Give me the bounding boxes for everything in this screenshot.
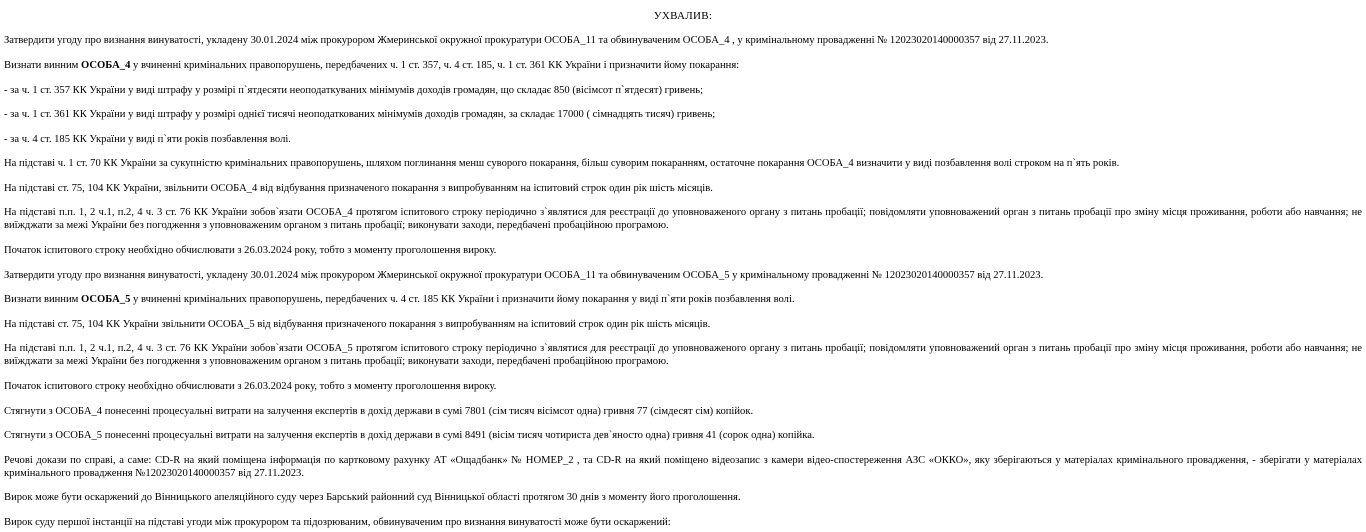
paragraph-sentence-item-361: - за ч. 1 ст. 361 КК України у виді штрафу у розмірі однієї тисячі неоподаткованих мінімумів доходів громадян, за складає 17000 ( сімнадцять тисяч) гривень; <box>4 109 716 120</box>
paragraph-guilty-osoba-4 <box>4 60 1362 73</box>
paragraph-probation-release-osoba-5: На підставі ст. 75, 104 КК України звільнити ОСОБА_5 від відбування призначеного покарання з випробуванням на іспитовий строк один рік шість місяців. <box>4 319 711 330</box>
paragraph-appeal-agreement: Вирок суду першої інстанції на підставі угоди між прокурором та підозрюваним, обвинуваченим про визнання винуватості може бути оскаржений: <box>4 517 671 528</box>
verdict-heading: УХВАЛИВ: <box>653 10 713 22</box>
paragraph-obligations-osoba-4: На підставі п.п. 1, 2 ч.1, п.2, 4 ч. 3 ст. 76 КК України зобов`язати ОСОБА_4 протягом іспитового строку періодично з`являтися для реєстрації до уповноваженого органу з питань пробації; повідомляти уповноважений орган з питань пробації про зміну місця проживання, роботи або навчання; не виїжджати за межі України без погодження з уповноваженим органом з питань пробації; виконувати заходи, передбачені пробаційною програмою. <box>4 207 1362 231</box>
paragraph-appeal-right: Вирок може бути оскаржений до Вінницького апеляційного суду через Барський районний суд Вінницької області протягом 30 днів з моменту його проголошення. <box>4 492 741 503</box>
paragraph-guilty-osoba-5 <box>4 294 1362 307</box>
paragraph-text: у вчиненні кримінальних правопорушень, передбачених ч. 1 ст. 357, ч. 4 ст. 185, ч. 1 ст. 361 КК України і призначити йому покарання: <box>130 60 740 71</box>
paragraph-sentence-item-185: - за ч. 4 ст. 185 КК України у виді п`яти років позбавлення волі. <box>4 134 291 145</box>
paragraph-costs-osoba-5: Стягнути з ОСОБА_5 понесенні процесуальні витрати на залучення експертів в дохід держави в сумі 8491 (вісім тисяч чотириста дев`яносто одна) гривня 41 (сорок одна) копійка. <box>4 430 815 441</box>
paragraph-final-sentence-osoba-4: На підставі ч. 1 ст. 70 КК України за сукупністю кримінальних правопорушень, шляхом поглинання менш суворого покарання, більш суворим покаранням, остаточне покарання ОСОБА_4 визначити у виді позбавлення волі строком на п`ять років. <box>4 158 1120 169</box>
paragraph-approve-agreement-osoba-5: Затвердити угоду про визнання винуватості, укладену 30.01.2024 між прокурором Жмеринської окружної прокуратури ОСОБА_11 та обвинуваченим ОСОБА_5 у кримінальному провадженні № 12023020140000357 від 27.11.2023. <box>4 270 1044 281</box>
paragraph-probation-release-osoba-4: На підставі ст. 75, 104 КК України, звільнити ОСОБА_4 від відбування призначеного покарання з випробуванням на іспитовий строк один рік шість місяців. <box>4 183 713 194</box>
paragraph-obligations-osoba-5: На підставі п.п. 1, 2 ч.1, п.2, 4 ч. 3 ст. 76 КК України зобов`язати ОСОБА_5 протягом іспитового строку періодично з`являтися для реєстрації до уповноваженого органу з питань пробації; повідомляти уповноважений орган з питань пробації про зміну місця проживання, роботи або навчання; не виїжджати за межі України без погодження з уповноваженим органом з питань пробації; виконувати заходи, передбачені пробаційною програмою. <box>4 343 1362 367</box>
paragraph-text: Визнати винним <box>4 294 81 305</box>
paragraph-material-evidence: Речові докази по справі, а саме: CD-R на який поміщена інформація по картковому рахунку АТ «Ощадбанк» № НОМЕР_2 , та CD-R на який поміщено відеозапис з камери відео-спостереження АЗС «ОККО», яку зберігаються у матеріалах кримінального провадження, - зберігати у матеріалах кримінального провадження №12023020140000357 від 27.11.2023. <box>4 455 1362 479</box>
paragraph-costs-osoba-4: Стягнути з ОСОБА_4 понесенні процесуальні витрати на залучення експертів в дохід держави в сумі 7801 (сім тисяч вісімсот одна) гривня 77 (сімдесят сім) копійок. <box>4 406 754 417</box>
paragraph-text: Визнати винним <box>4 60 81 71</box>
defendant-name-bold: ОСОБА_5 <box>81 294 131 305</box>
paragraph-sentence-item-357: - за ч. 1 ст. 357 КК України у виді штрафу у розмірі п`ятдесяти неоподаткуваних мінімумів доходів громадян, що складає 850 (вісімсот п`ятдесят) гривень; <box>4 85 704 96</box>
paragraph-probation-start-osoba-5: Початок іспитового строку необхідно обчислювати з 26.03.2024 року, тобто з моменту проголошення вироку. <box>4 381 497 392</box>
paragraph-text: у вчиненні кримінальних правопорушень, передбачених ч. 4 ст. 185 КК України і призначити йому покарання у виді п`яти років позбавлення волі. <box>130 294 795 305</box>
paragraph-approve-agreement-osoba-4: Затвердити угоду про визнання винуватості, укладену 30.01.2024 між прокурором Жмеринської окружної прокуратури ОСОБА_11 та обвинуваченим ОСОБА_4 , у кримінальному провадженні № 12023020140000357 від 27.11.2023. <box>4 35 1049 46</box>
defendant-name-bold: ОСОБА_4 <box>81 60 131 71</box>
paragraph-probation-start-osoba-4: Початок іспитового строку необхідно обчислювати з 26.03.2024 року, тобто з моменту проголошення вироку. <box>4 245 497 256</box>
